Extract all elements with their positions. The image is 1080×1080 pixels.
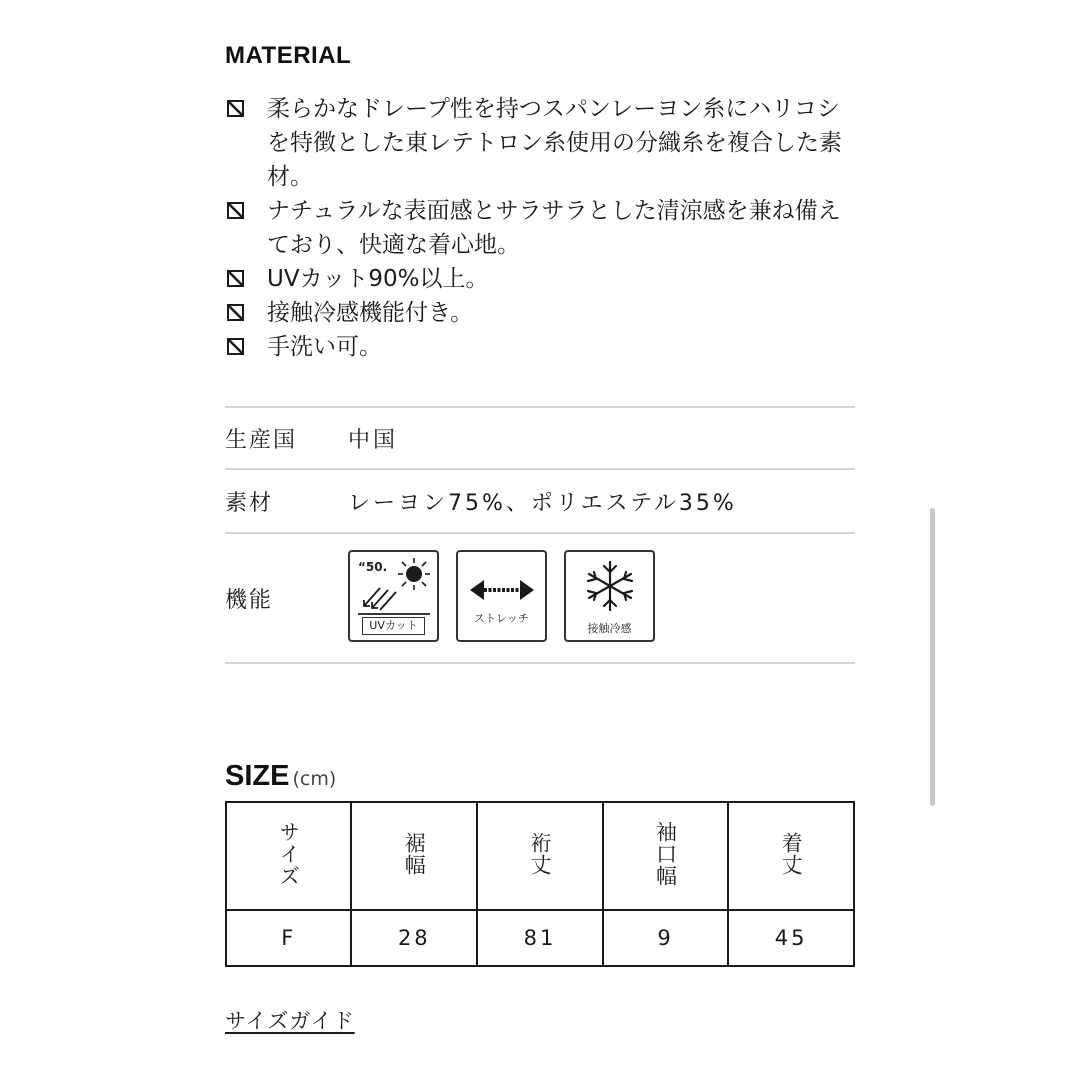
scrollbar[interactable] xyxy=(930,508,935,806)
size-header-text: 裄丈 xyxy=(527,831,552,876)
cool-touch-label: 接触冷感 xyxy=(587,622,632,635)
material-bullet-item xyxy=(225,262,855,296)
double-arrow-icon xyxy=(458,552,546,612)
size-table-header-row xyxy=(226,802,854,910)
square-slash-icon xyxy=(227,100,244,117)
snowflake-icon xyxy=(566,552,654,618)
size-header-text: サイズ xyxy=(276,820,301,887)
size-table xyxy=(225,801,855,967)
size-cell: 28 xyxy=(351,910,477,966)
material-title: MATERIAL xyxy=(225,42,352,69)
square-slash-icon xyxy=(227,338,244,355)
square-slash-icon xyxy=(227,304,244,321)
material-bullet-item xyxy=(225,330,855,364)
material-bullet-text: 手洗い可。 xyxy=(267,334,382,360)
spec-table xyxy=(225,406,855,664)
size-unit: (cm) xyxy=(292,768,337,790)
size-cell: 45 xyxy=(728,910,854,966)
square-slash-icon xyxy=(227,270,244,287)
feature-icon-list xyxy=(348,550,655,642)
size-header-cell xyxy=(351,802,477,910)
spec-row-origin xyxy=(225,406,855,468)
material-bullet-text: UVカット90%以上。 xyxy=(267,266,489,292)
stretch-label: ストレッチ xyxy=(474,612,529,625)
size-header-cell xyxy=(603,802,728,910)
material-bullet-item xyxy=(225,194,855,262)
size-header-text: 着丈 xyxy=(779,831,804,876)
material-bullet-text: 柔らかなドレープ性を持つスパンレーヨン糸にハリコシを特徴とした東レテトロン糸使用の分織糸を複合した素材。 xyxy=(267,96,842,190)
uv-cut-feature xyxy=(348,550,439,642)
size-header-cell xyxy=(226,802,351,910)
origin-value: 中国 xyxy=(348,427,399,453)
size-header-cell xyxy=(728,802,854,910)
function-label: 機能 xyxy=(225,587,274,613)
material-value: レーヨン75%、ポリエステル35% xyxy=(348,490,737,516)
cool-touch-feature xyxy=(564,550,655,642)
spec-row-material xyxy=(225,468,855,532)
material-bullet-text: 接触冷感機能付き。 xyxy=(267,300,474,326)
size-cell: 81 xyxy=(477,910,603,966)
material-bullet-item xyxy=(225,92,855,194)
material-bullet-item xyxy=(225,296,855,330)
square-slash-icon xyxy=(227,202,244,219)
material-bullet-text: ナチュラルな表面感とサラサラとした清涼感を兼ね備えており、快適な着心地。 xyxy=(267,198,841,258)
size-title xyxy=(225,760,336,793)
spec-row-function xyxy=(225,532,855,664)
origin-label: 生産国 xyxy=(225,427,298,453)
size-header-cell xyxy=(477,802,603,910)
size-header-text: 裾幅 xyxy=(402,831,427,876)
uv-cut-label: UVカット xyxy=(362,617,425,635)
size-cell: F xyxy=(226,910,351,966)
size-cell: 9 xyxy=(603,910,728,966)
material-label: 素材 xyxy=(225,490,274,516)
material-bullet-list xyxy=(225,92,855,364)
table-row xyxy=(226,910,854,966)
size-heading: SIZE xyxy=(225,760,290,792)
uv-rating-text: “50. xyxy=(358,560,388,574)
stretch-feature xyxy=(456,550,547,642)
sun-uv-icon xyxy=(350,552,438,622)
size-header-text: 袖口幅 xyxy=(653,820,678,887)
size-guide-link[interactable]: サイズガイド xyxy=(225,1009,355,1033)
